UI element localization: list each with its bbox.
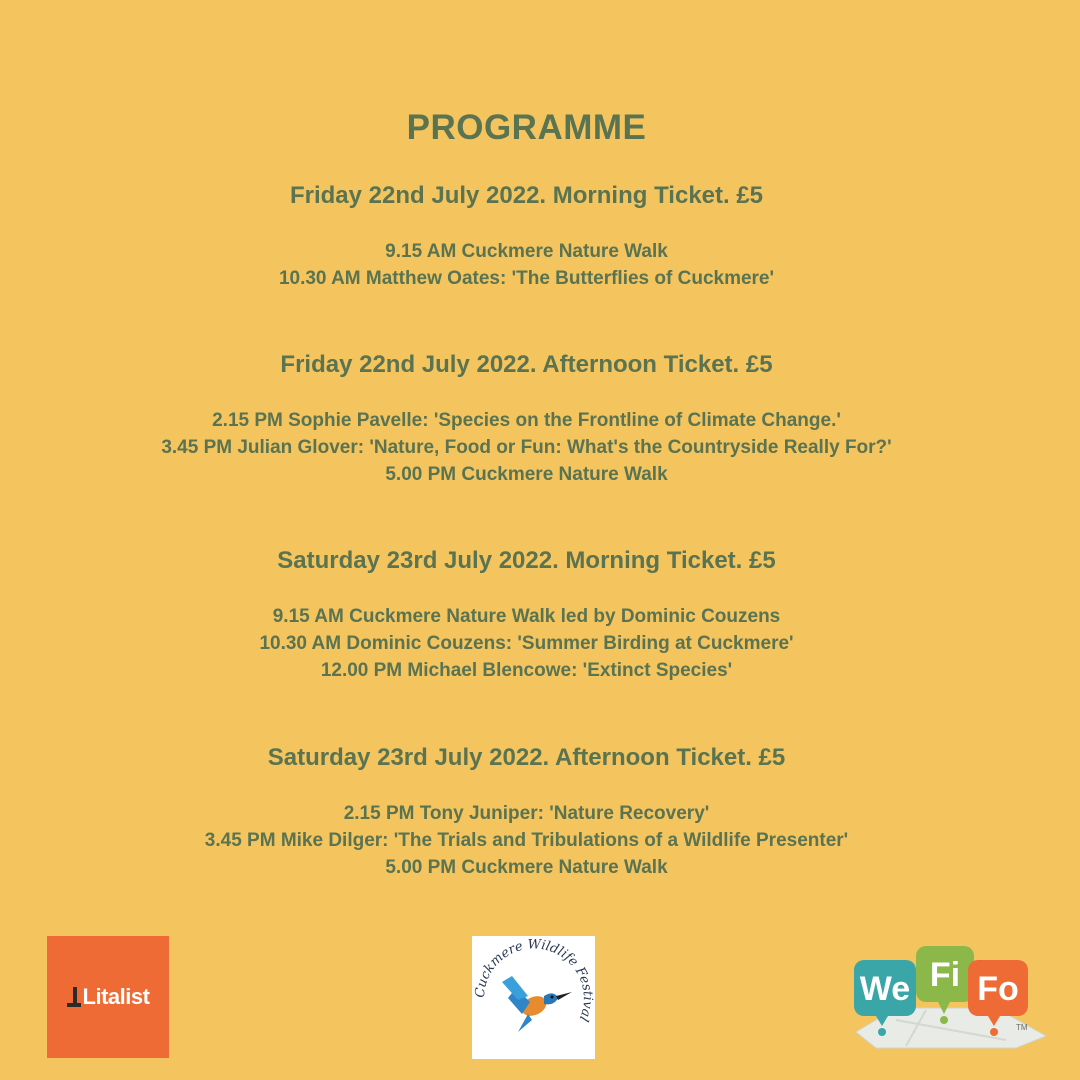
- cuckmere-wildlife-festival-logo: [472, 936, 595, 1059]
- list-item: 3.45 PM Julian Glover: 'Nature, Food or Fun: What's the Countryside Really For?': [161, 437, 892, 458]
- litalist-mark: [67, 984, 150, 1010]
- list-item: 9.15 AM Cuckmere Nature Walk led by Dominic Couzens: [272, 606, 781, 627]
- session-saturday-afternoon: [0, 743, 1053, 881]
- cuckmere-logo-text: Cuckmere Wildlife Festival: [472, 937, 595, 1024]
- session-items: [0, 238, 1053, 292]
- wefifo-fo-text: Fo: [977, 970, 1019, 1008]
- kingfisher-icon: [472, 936, 595, 1059]
- wefifo-logo: [836, 940, 1050, 1052]
- list-item: 10.30 AM Dominic Couzens: 'Summer Birding at Cuckmere': [259, 633, 794, 654]
- wefifo-map-icon: [836, 940, 1050, 1052]
- session-items: [0, 800, 1053, 881]
- session-heading: Friday 22nd July 2022. Morning Ticket. £5: [289, 182, 764, 209]
- session-friday-afternoon: [0, 350, 1053, 488]
- page-title: PROGRAMME: [406, 108, 647, 147]
- session-items: [0, 407, 1053, 488]
- session-heading: Saturday 23rd July 2022. Morning Ticket. £5: [277, 547, 776, 574]
- list-item: 5.00 PM Cuckmere Nature Walk: [385, 857, 668, 878]
- session-saturday-morning: [0, 546, 1053, 684]
- session-items: [0, 603, 1053, 684]
- list-item: 5.00 PM Cuckmere Nature Walk: [385, 464, 668, 485]
- litalist-wordmark: Litalist: [82, 984, 150, 1009]
- list-item: 2.15 PM Tony Juniper: 'Nature Recovery': [343, 803, 710, 824]
- list-item: 3.45 PM Mike Dilger: 'The Trials and Tribulations of a Wildlife Presenter': [204, 830, 849, 851]
- litalist-glyph-icon: [67, 987, 81, 1007]
- list-item: 2.15 PM Sophie Pavelle: 'Species on the Frontline of Climate Change.': [212, 410, 841, 431]
- wefifo-fi-text: Fi: [929, 956, 961, 994]
- session-heading: Saturday 23rd July 2022. Afternoon Ticket. £5: [267, 744, 786, 771]
- litalist-logo: [47, 936, 169, 1058]
- list-item: 9.15 AM Cuckmere Nature Walk: [385, 241, 668, 262]
- session-heading: Friday 22nd July 2022. Afternoon Ticket. £5: [280, 351, 773, 378]
- wefifo-tm-text: TM: [1016, 1023, 1028, 1032]
- session-friday-morning: [0, 181, 1053, 292]
- wefifo-we-text: We: [859, 970, 911, 1008]
- list-item: 10.30 AM Matthew Oates: 'The Butterflies of Cuckmere': [278, 268, 775, 289]
- list-item: 12.00 PM Michael Blencowe: 'Extinct Species': [320, 660, 733, 681]
